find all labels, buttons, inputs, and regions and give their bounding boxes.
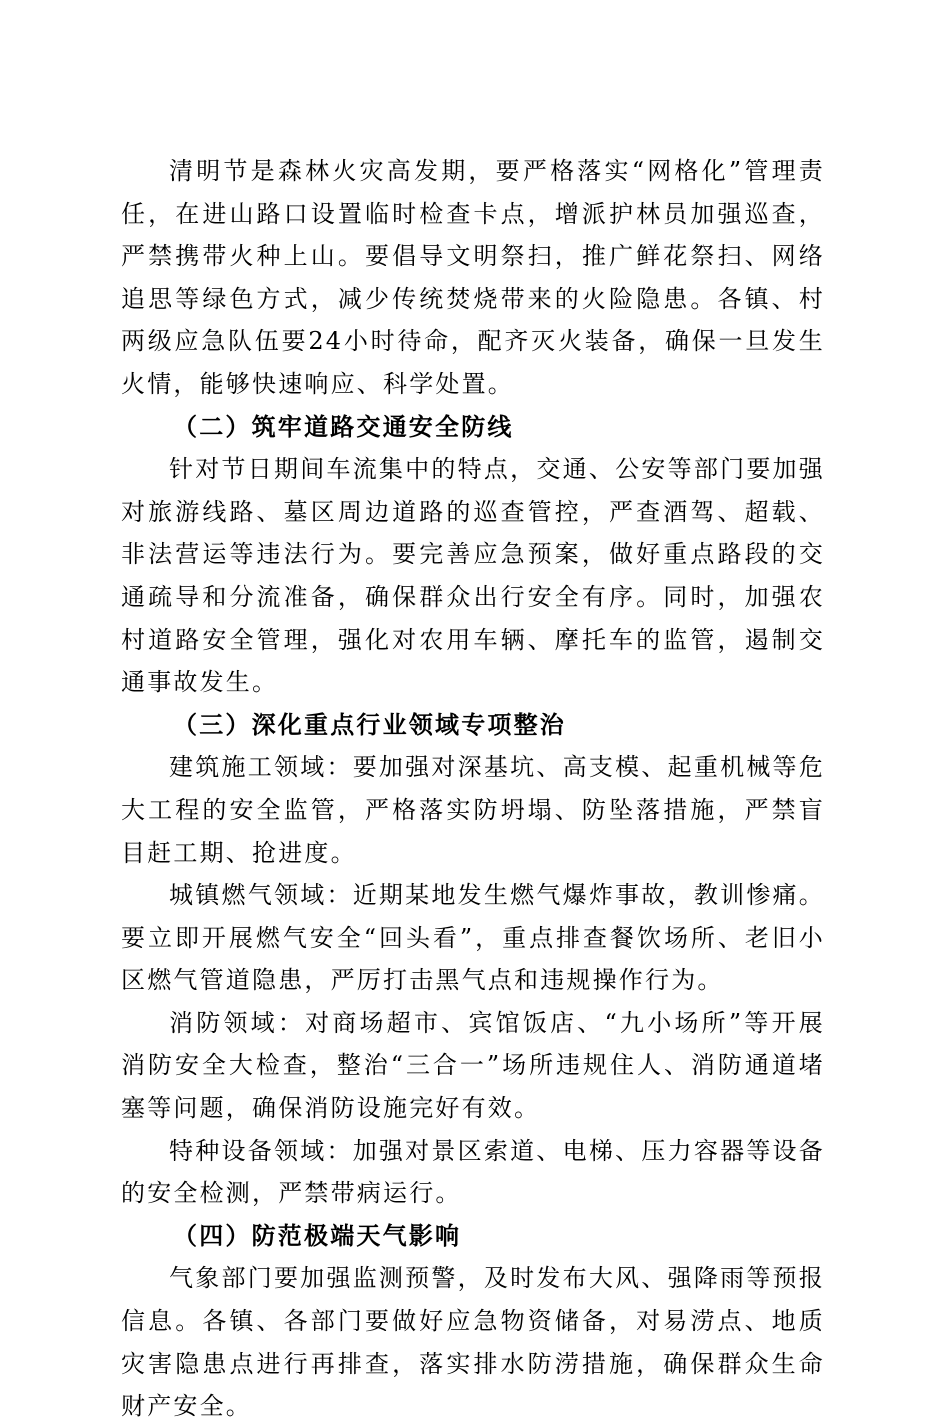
section-heading-weather: （四）防范极端天气影响 bbox=[173, 1220, 462, 1250]
paragraph-gas: 城镇燃气领域：近期某地发生燃气爆炸事故，教训惨痛。要立即开展燃气安全“回头看”，重点排查餐饮场所、老旧小区燃气管道隐患，严厉打击黑气点和违规操作行为。 bbox=[121, 881, 825, 995]
paragraph-construction: 建筑施工领域：要加强对深基坑、高支模、起重机械等危大工程的安全监管，严格落实防坍塌、防坠落措施，严禁盲目赶工期、抢进度。 bbox=[121, 753, 825, 867]
paragraph-weather: 气象部门要加强监测预警，及时发布大风、强降雨等预报信息。各镇、各部门要做好应急物资储备，对易涝点、地质灾害隐患点进行再排查，落实排水防涝措施，确保群众生命财产安全。 bbox=[121, 1264, 825, 1421]
paragraph-traffic: 针对节日期间车流集中的特点，交通、公安等部门要加强对旅游线路、墓区周边道路的巡查管控，严查酒驾、超载、非法营运等违法行为。要完善应急预案，做好重点路段的交通疏导和分流准备，确保群众出行安全有序。同时，加强农村道路安全管理，强化对农用车辆、摩托车的监管，遏制交通事故发生。 bbox=[121, 455, 825, 697]
paragraph-special-equipment: 特种设备领域：加强对景区索道、电梯、压力容器等设备的安全检测，严禁带病运行。 bbox=[121, 1136, 825, 1208]
paragraph-forest-fire: 清明节是森林火灾高发期，要严格落实“网格化”管理责任，在进山路口设置临时检查卡点，增派护林员加强巡查，严禁携带火种上山。要倡导文明祭扫，推广鲜花祭扫、网络追思等绿色方式，减少传统焚烧带来的火险隐患。各镇、村两级应急队伍要24小时待命，配齐灭火装备，确保一旦发生火情，能够快速响应、科学处置。 bbox=[121, 157, 825, 398]
paragraph-fire-protection: 消防领域：对商场超市、宾馆饭店、“九小场所”等开展消防安全大检查，整治“三合一”场所违规住人、消防通道堵塞等问题，确保消防设施完好有效。 bbox=[121, 1008, 825, 1123]
section-heading-industry: （三）深化重点行业领域专项整治 bbox=[173, 709, 566, 739]
section-heading-traffic: （二）筑牢道路交通安全防线 bbox=[173, 411, 514, 441]
document-body bbox=[121, 150, 825, 1428]
